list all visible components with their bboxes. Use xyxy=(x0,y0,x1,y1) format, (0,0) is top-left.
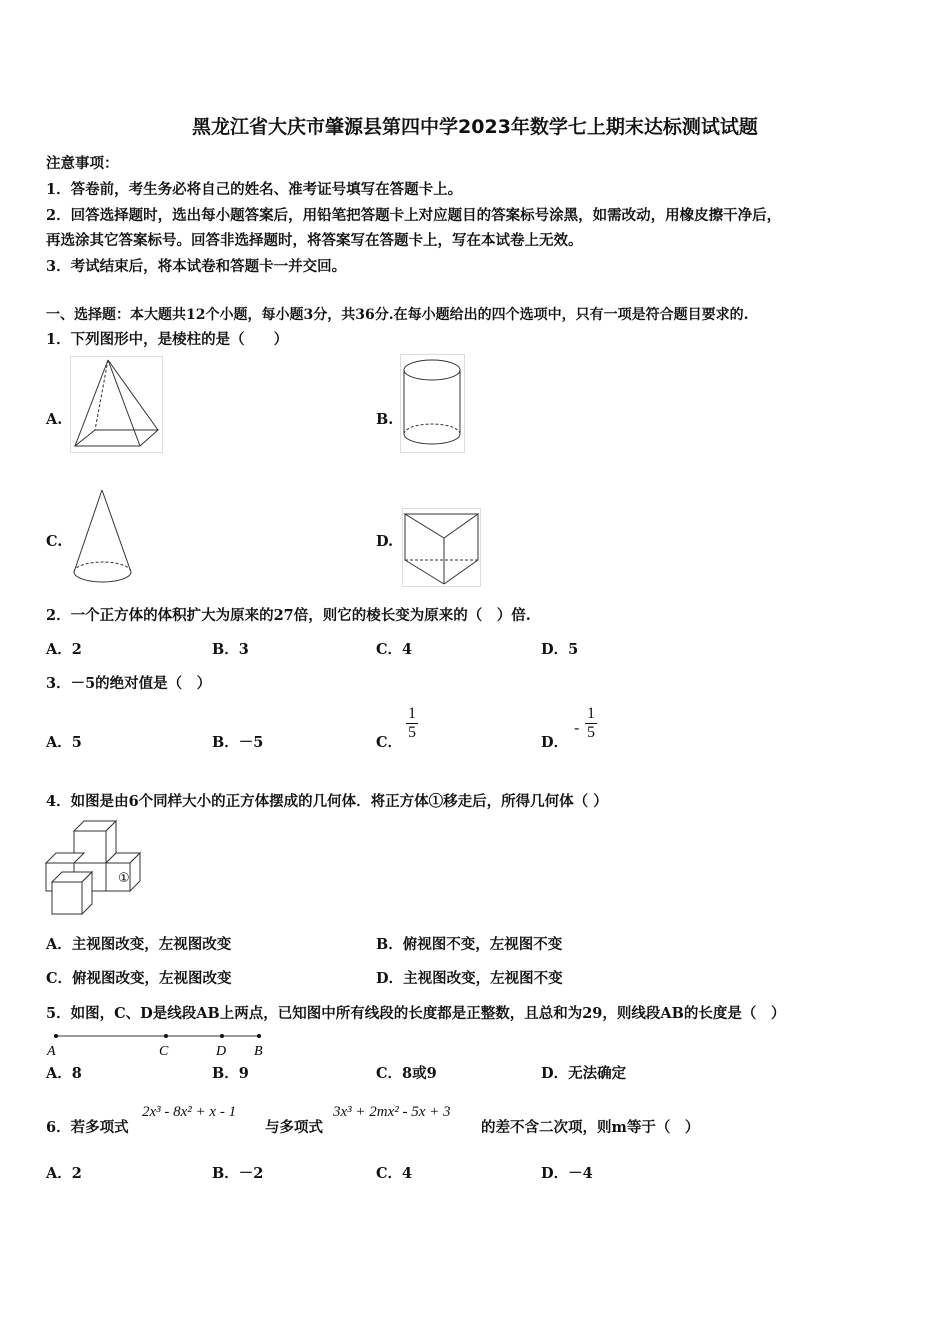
q4-option-c: C．俯视图改变，左视图改变 xyxy=(46,970,232,987)
q3-option-a: A．5 xyxy=(46,734,82,751)
q6-polynomial-1: 2x³ - 8x² + x - 1 xyxy=(142,1104,237,1120)
prism-figure xyxy=(402,508,482,588)
q3-option-b: B．－5 xyxy=(212,734,264,751)
page-title: 黑龙江省大庆市肇源县第四中学2023年数学七上期末达标测试试题 xyxy=(192,116,758,138)
q5-option-b: B．9 xyxy=(212,1065,249,1082)
cone-figure xyxy=(70,488,136,586)
notice-item-3: 3．考试结束后，将本试卷和答题卡一并交回。 xyxy=(46,258,347,275)
notice-heading: 注意事项： xyxy=(46,155,119,172)
q6-option-c: C．4 xyxy=(376,1165,413,1182)
q2-option-d: D．5 xyxy=(541,641,579,658)
q2-option-b: B．3 xyxy=(212,641,249,658)
q3-fraction-d: $\frac{1}{5}$ xyxy=(587,705,595,741)
q6-polynomial-2: 3x³ + 2mx² - 5x + 3 xyxy=(333,1104,451,1120)
q6-option-a: A．2 xyxy=(46,1165,82,1182)
q1-option-b: B. xyxy=(376,411,394,428)
q1-option-d: D. xyxy=(376,533,394,550)
q2-stem: 2．一个正方体的体积扩大为原来的27倍，则它的棱长变为原来的（ ）倍. xyxy=(46,607,531,624)
q1-option-a: A. xyxy=(46,411,63,428)
q6-stem-suffix: 的差不含二次项，则m等于（ ） xyxy=(481,1119,700,1136)
q1-option-c: C. xyxy=(46,533,63,550)
q5-option-a: A．8 xyxy=(46,1065,82,1082)
q6-stem-prefix: 6．若多项式 xyxy=(46,1119,129,1136)
q6-option-b: B．－2 xyxy=(212,1165,264,1182)
q3-option-c: C． xyxy=(376,734,403,751)
section-heading: 一、选择题：本大题共12个小题，每小题3分，共36分.在每小题给出的四个选项中，只有一项是符合题目要求的. xyxy=(46,307,749,323)
point-d-label: D xyxy=(216,1044,227,1059)
notice-item-2-cont: 再选涂其它答案标号。回答非选择题时，将答案写在答题卡上，写在本试卷上无效。 xyxy=(46,232,583,249)
cube-stack-figure xyxy=(44,820,144,916)
q1-stem: 1．下列图形中，是棱柱的是（ ） xyxy=(46,331,289,348)
point-b-label: B xyxy=(254,1044,263,1059)
notice-item-2: 2．回答选择题时，选出每小题答案后，用铅笔把答题卡上对应题目的答案标号涂黑，如需改动，用橡皮擦干净后， xyxy=(46,207,782,224)
q4-option-a: A．主视图改变，左视图改变 xyxy=(46,936,232,953)
q4-option-b: B．俯视图不变，左视图不变 xyxy=(376,936,563,953)
segment-figure xyxy=(46,1030,272,1060)
q3-minus-sign: - xyxy=(574,718,580,737)
point-c-label: C xyxy=(159,1044,169,1059)
q2-option-a: A．2 xyxy=(46,641,82,658)
q6-option-d: D．－4 xyxy=(541,1165,593,1182)
cylinder-figure xyxy=(400,354,466,454)
point-a-label: A xyxy=(47,1044,56,1059)
q5-option-c: C．8或9 xyxy=(376,1065,437,1082)
q5-stem: 5．如图，C、D是线段AB上两点，已知图中所有线段的长度都是正整数，且总和为29，则线段AB的长度是（ ） xyxy=(46,1005,786,1022)
q4-option-d: D．主视图改变，左视图不变 xyxy=(376,970,563,987)
q3-option-d: D． xyxy=(541,734,569,751)
q6-stem-middle: 与多项式 xyxy=(265,1119,323,1136)
cube-1-mark: ① xyxy=(118,871,130,886)
q3-stem: 3．－5的绝对值是（ ） xyxy=(46,675,212,692)
q4-stem: 4．如图是由6个同样大小的正方体摆成的几何体．将正方体①移走后，所得几何体（ ） xyxy=(46,793,608,810)
pyramid-figure xyxy=(70,356,166,454)
notice-item-1: 1．答卷前，考生务必将自己的姓名、准考证号填写在答题卡上。 xyxy=(46,181,463,198)
q5-option-d: D．无法确定 xyxy=(541,1065,627,1082)
q2-option-c: C．4 xyxy=(376,641,413,658)
q3-fraction-c: $\frac{1}{5}$ xyxy=(408,705,416,741)
